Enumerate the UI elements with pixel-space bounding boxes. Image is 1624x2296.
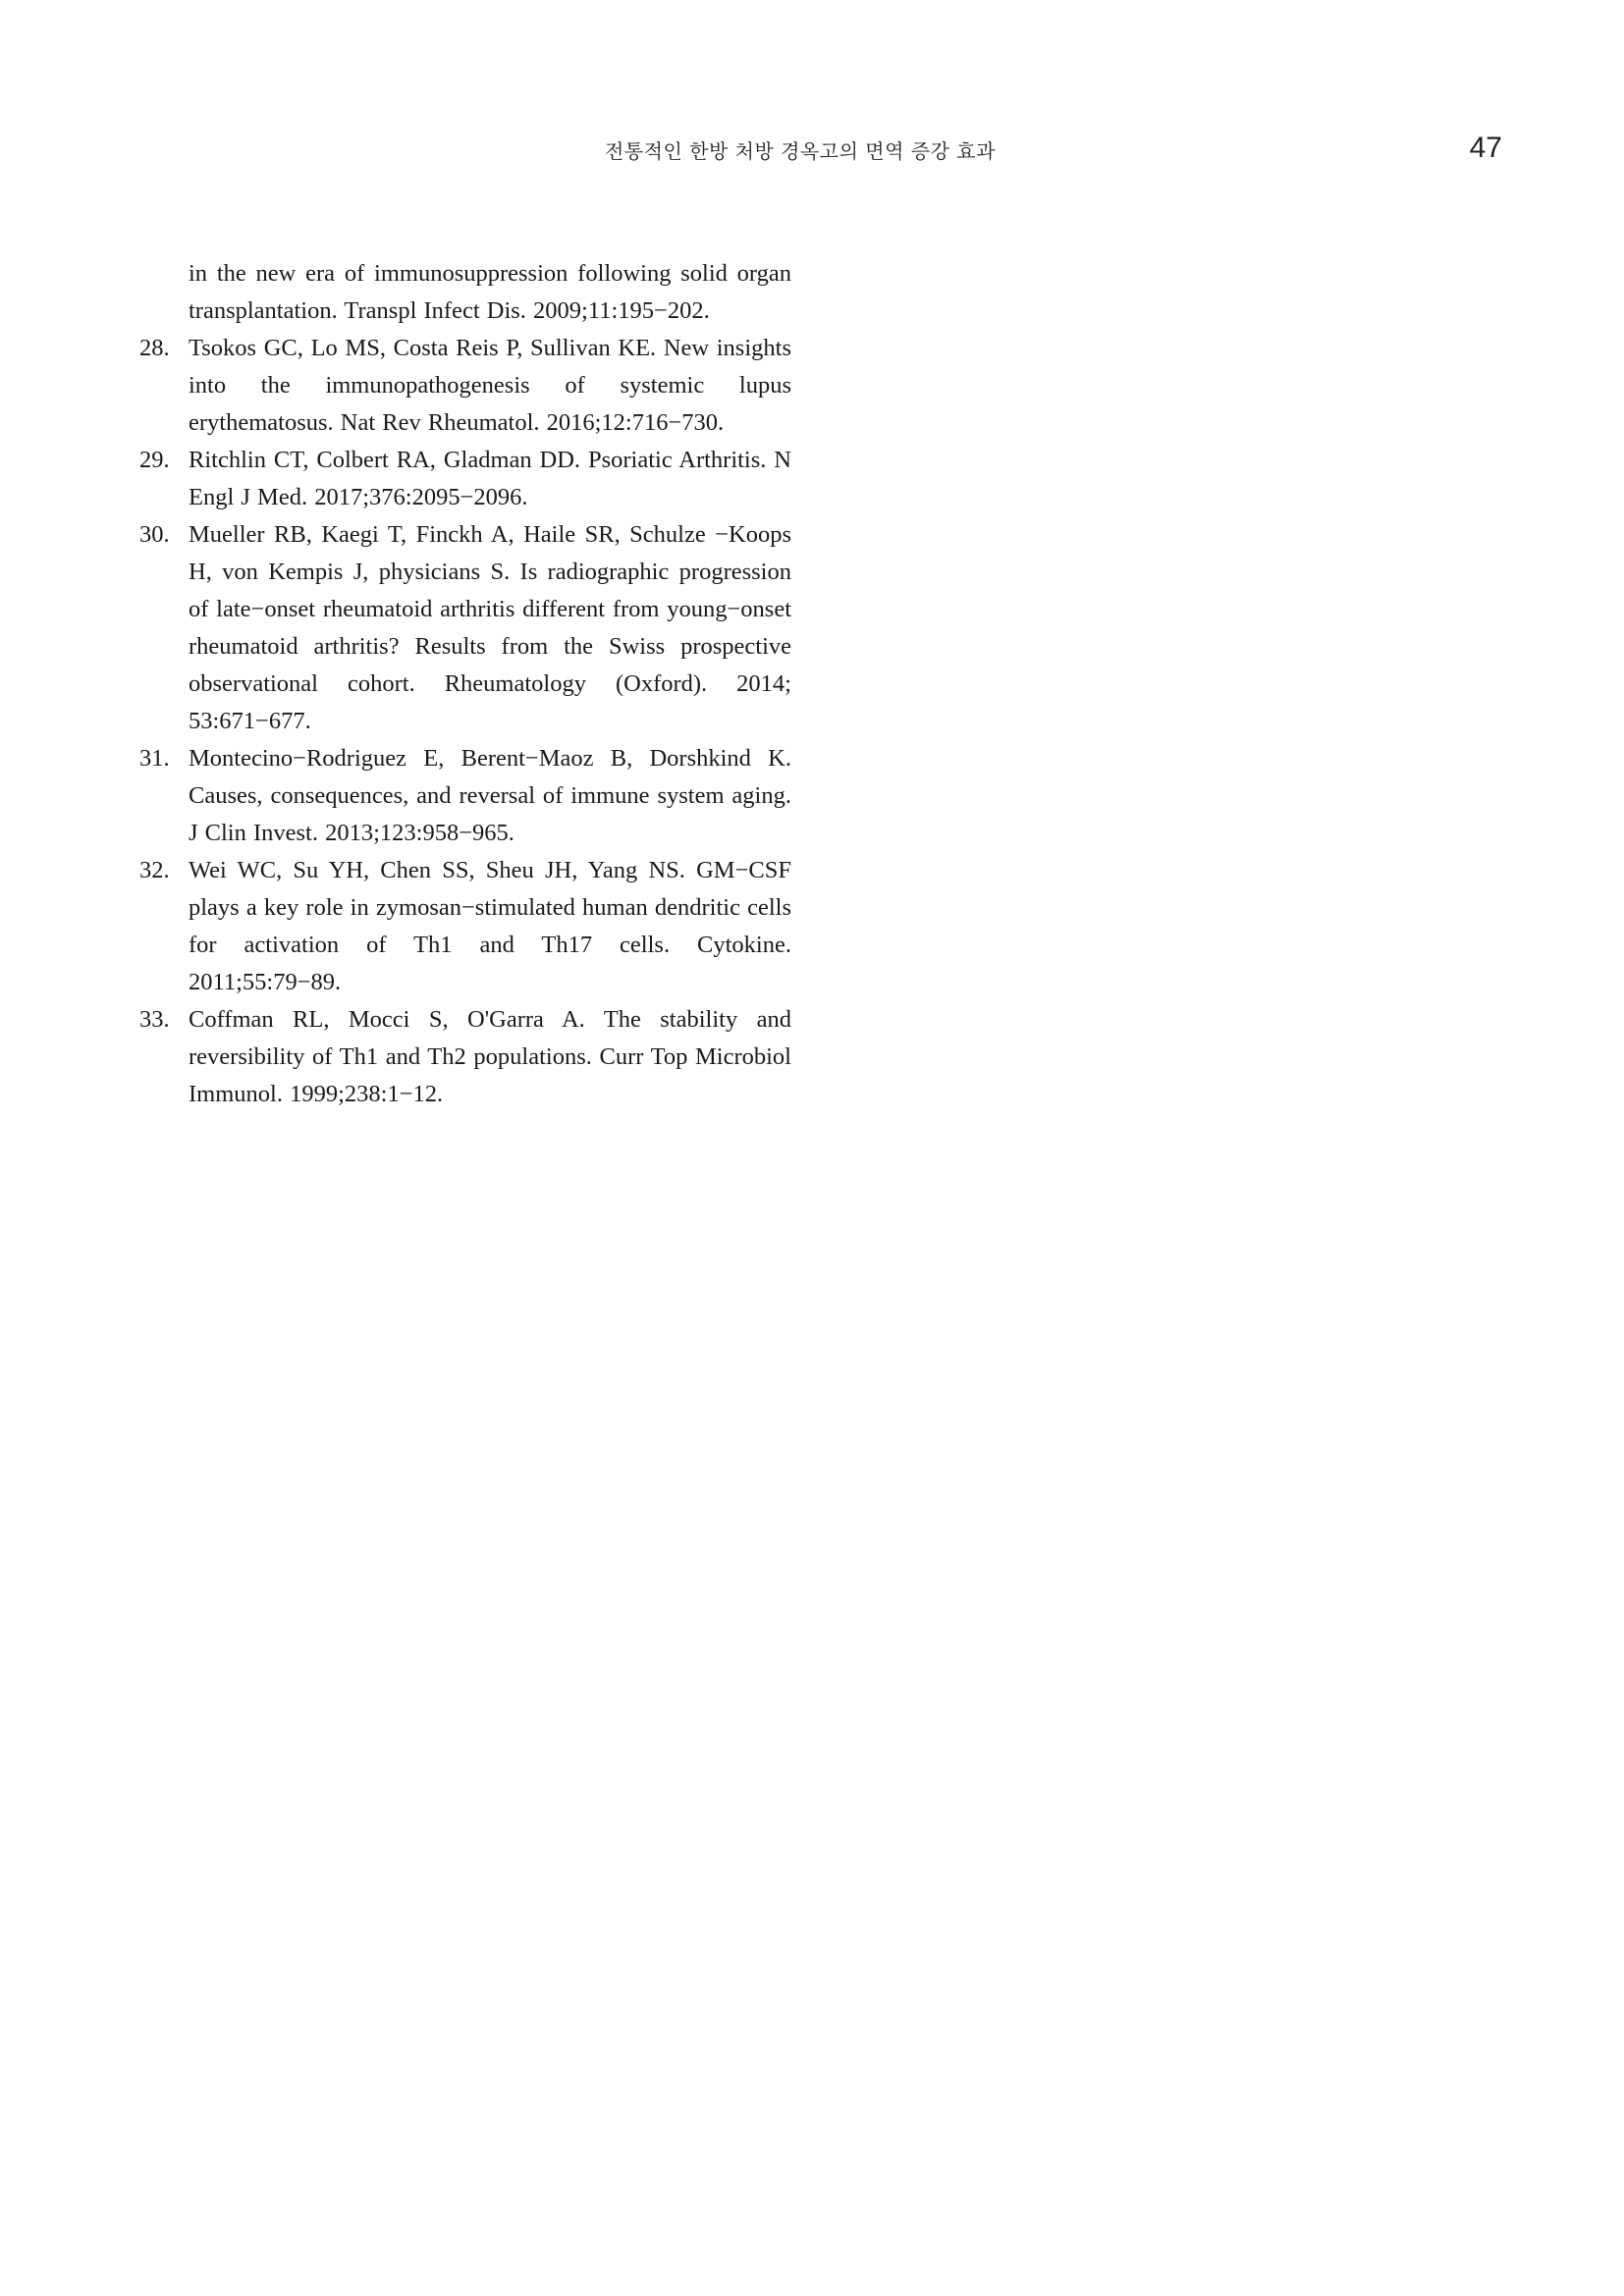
reference-text: Mueller RB, Kaegi T, Finckh A, Haile SR, Schulze −Koops H, von Kempis J, physicians S. Is radiographic progression of late−onset rheumatoid arthritis different from young−onset rheumatoid arthritis? Results from the Swiss prospective observational cohort. Rheumatology (Oxford). 2014; 53:671−677. xyxy=(189,521,791,734)
reference-number: 28. xyxy=(139,335,170,361)
reference-item-31 xyxy=(139,740,791,852)
reference-text: Coffman RL, Mocci S, O'Garra A. The stability and reversibility of Th1 and Th2 populations. Curr Top Microbiol Immunol. 1999;238:1−12. xyxy=(189,1006,791,1107)
reference-item-28 xyxy=(139,330,791,442)
page-number: 47 xyxy=(1469,132,1502,164)
reference-list xyxy=(139,255,791,1113)
reference-text: Tsokos GC, Lo MS, Costa Reis P, Sullivan KE. New insights into the immunopathogenesis of systemic lupus erythematosus. Nat Rev Rheumatol. 2016;12:716−730. xyxy=(189,335,791,436)
running-header-title: 전통적인 한방 처방 경옥고의 면역 증강 효과 xyxy=(605,139,996,163)
reference-text: Ritchlin CT, Colbert RA, Gladman DD. Psoriatic Arthritis. N Engl J Med. 2017;376:2095−2096. xyxy=(189,447,791,510)
reference-number: 31. xyxy=(139,745,170,772)
reference-item-29 xyxy=(139,442,791,516)
reference-number xyxy=(139,255,189,330)
reference-item-32 xyxy=(139,852,791,1001)
reference-number: 30. xyxy=(139,521,170,548)
reference-item-27-continued xyxy=(139,255,791,330)
reference-number: 33. xyxy=(139,1006,170,1033)
reference-number: 32. xyxy=(139,857,170,883)
reference-item-30 xyxy=(139,516,791,740)
reference-number: 29. xyxy=(139,447,170,473)
reference-text: in the new era of immunosuppression following solid organ transplantation. Transpl Infect Dis. 2009;11:195−202. xyxy=(189,260,791,324)
reference-text: Wei WC, Su YH, Chen SS, Sheu JH, Yang NS. GM−CSF plays a key role in zymosan−stimulated human dendritic cells for activation of Th1 and Th17 cells. Cytokine. 2011;55:79−89. xyxy=(189,857,791,995)
reference-text: Montecino−Rodriguez E, Berent−Maoz B, Dorshkind K. Causes, consequences, and reversal of immune system aging. J Clin Invest. 2013;123:958−965. xyxy=(189,745,791,846)
reference-item-33 xyxy=(139,1001,791,1113)
